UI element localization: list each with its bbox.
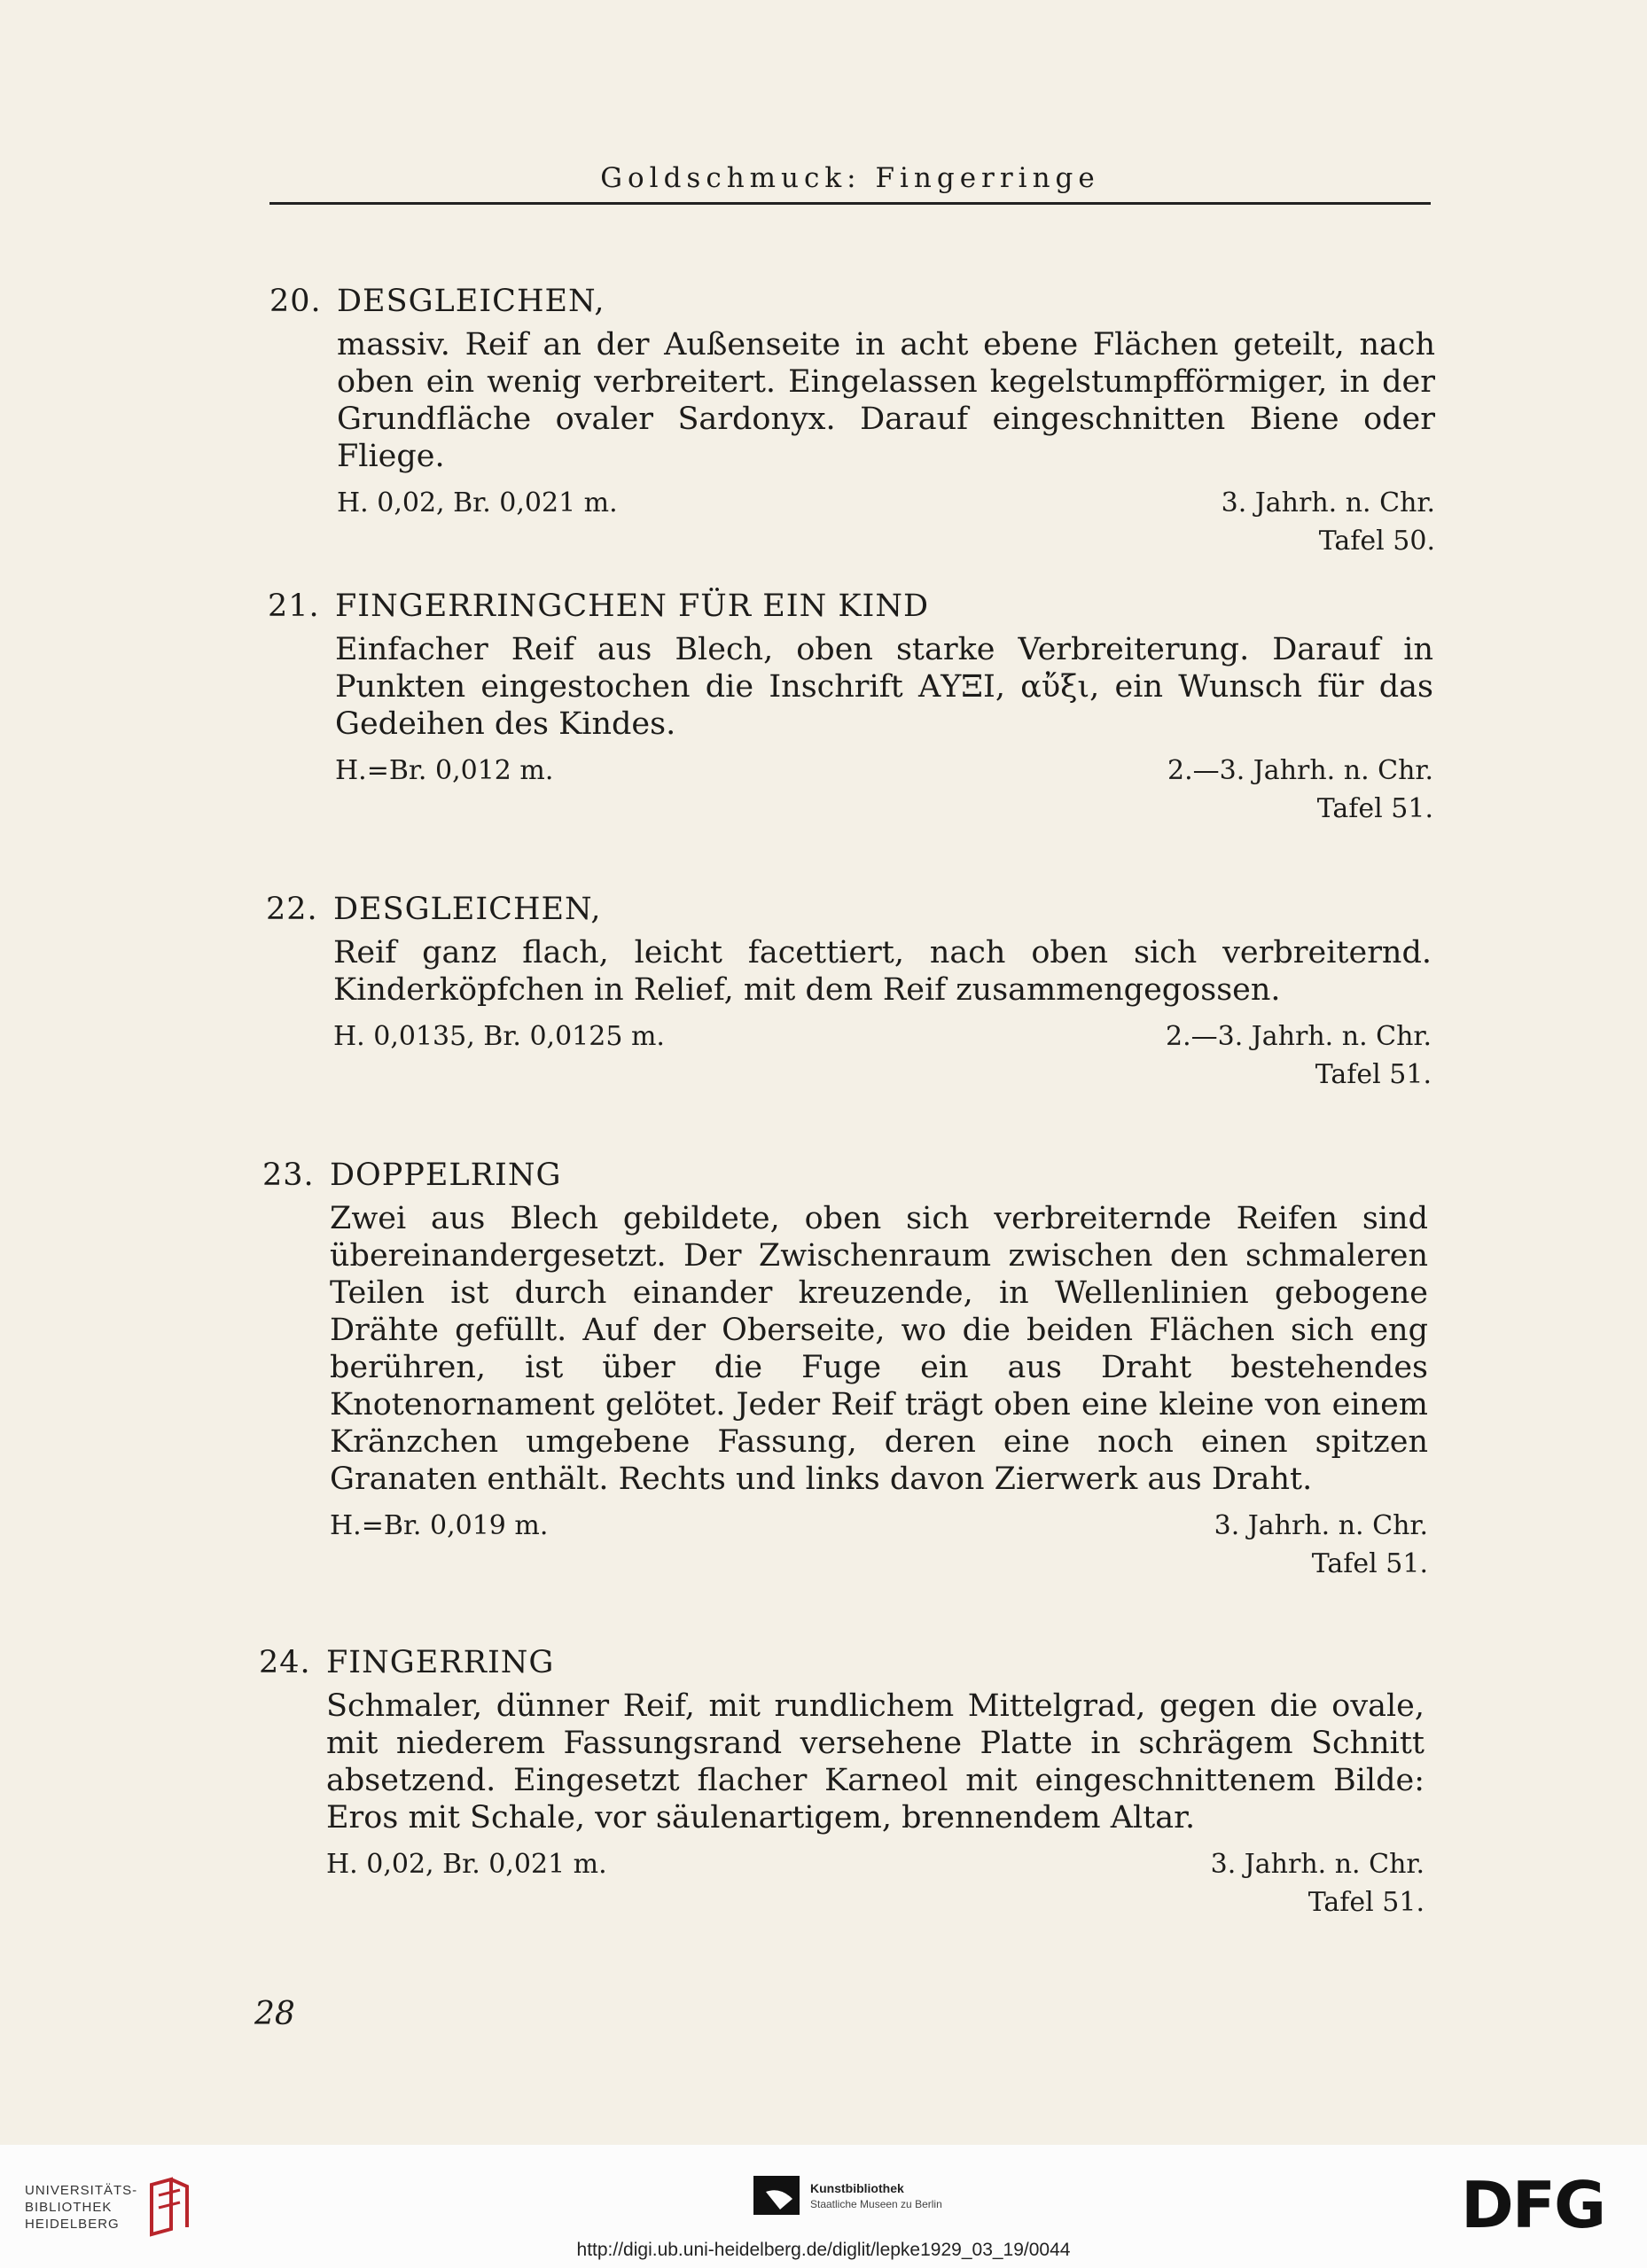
- entry-plate: Tafel 51.: [1311, 1548, 1428, 1579]
- entry-number: 22.: [266, 892, 318, 927]
- permalink-url[interactable]: http://digi.ub.uni-heidelberg.de/diglit/lepke1929_03_19/0044: [576, 2240, 1071, 2260]
- catalog-entry-20: [269, 284, 1435, 557]
- entry-description: Zwei aus Blech gebildete, oben sich verbreiternde Reifen sind übereinandergesetzt. Der Zwischenraum zwischen den schmaleren Teilen ist durch einander kreuzende, in Wellenlinien gebogene Drähte gefüllt. Auf der Oberseite, wo die beiden Flächen sich eng berühren, ist über die Fuge ein aus Draht bestehendes Knotenornament gelötet. Jeder Reif trägt oben eine kleine von einem Kränzchen umgebene Fassung, deren eine noch einen spitzen Granaten enthält. Rechts und links davon Zierwerk aus Draht.: [330, 1201, 1428, 1497]
- catalog-entry-23: [262, 1157, 1428, 1579]
- entry-meta: [337, 487, 1435, 518]
- library-emblem-icon: [144, 2176, 194, 2238]
- heidelberg-university-library-logo[interactable]: [25, 2176, 194, 2238]
- entry-dimensions: H. 0,02, Br. 0,021 m.: [337, 487, 618, 518]
- entry-heading: [262, 1157, 1428, 1193]
- entry-title: FINGERRINGCHEN FÜR EIN KIND: [335, 588, 930, 624]
- entry-meta: [333, 1021, 1432, 1052]
- entry-dimensions: H.=Br. 0,012 m.: [335, 755, 554, 786]
- entry-dimensions: H.=Br. 0,019 m.: [330, 1510, 549, 1541]
- kunstbibliothek-subtitle: Staatliche Museen zu Berlin: [810, 2197, 942, 2210]
- dfg-logo[interactable]: DFG: [1461, 2168, 1605, 2242]
- entry-description: Einfacher Reif aus Blech, oben starke Verbreiterung. Darauf in Punkten eingestochen die Inschrift ΑΥΞΙ, αὔξι, ein Wunsch für das Gedeihen des Kindes.: [335, 632, 1433, 742]
- entry-meta: [330, 1510, 1428, 1541]
- university-logo-text: UNIVERSITÄTS- BIBLIOTHEK HEIDELBERG: [25, 2182, 138, 2232]
- entry-dimensions: H. 0,0135, Br. 0,0125 m.: [333, 1021, 665, 1052]
- kunstbibliothek-title: Kunstbibliothek: [810, 2180, 904, 2195]
- entry-number: 24.: [259, 1645, 311, 1680]
- header-rule: [269, 202, 1431, 205]
- entry-number: 20.: [269, 284, 322, 319]
- entry-description: Schmaler, dünner Reif, mit rundlichem Mittelgrad, gegen die ovale, mit niederem Fassungsrand versehene Platte in schrägem Schnitt absetzend. Eingesetzt flacher Karneol mit eingeschnittenem Bilde: Eros mit Schale, vor säulenartigem, brennendem Altar.: [326, 1688, 1425, 1835]
- entry-plate: Tafel 51.: [1316, 793, 1433, 824]
- entry-heading: [268, 588, 1433, 624]
- entry-description: Reif ganz flach, leicht facettiert, nach oben sich verbreiternd. Kinderköpfchen in Relief, mit dem Reif zusammengegossen.: [333, 935, 1432, 1008]
- entry-date: 3. Jahrh. n. Chr.: [1221, 487, 1435, 518]
- entry-heading: [266, 892, 1432, 927]
- entry-date: 2.—3. Jahrh. n. Chr.: [1166, 1021, 1432, 1052]
- page-number: 28: [254, 1996, 295, 2032]
- entry-description: massiv. Reif an der Außenseite in acht ebene Flächen geteilt, nach oben ein wenig verbreitert. Eingelassen kegelstumpfförmiger, in der Grundfläche ovaler Sardonyx. Darauf eingeschnitten Biene oder Fliege.: [337, 327, 1435, 474]
- catalog-entry-22: [266, 892, 1432, 1090]
- entry-meta: [335, 755, 1433, 786]
- entry-title: DESGLEICHEN,: [337, 284, 605, 319]
- entry-heading: [269, 284, 1435, 319]
- catalog-entry-21: [268, 588, 1433, 824]
- catalog-entry-24: [259, 1645, 1425, 1918]
- entry-title: FINGERRING: [326, 1645, 555, 1680]
- kunstbibliothek-logo[interactable]: [753, 2176, 942, 2215]
- entry-heading: [259, 1645, 1425, 1680]
- running-title: Goldschmuck: Fingerringe: [600, 162, 1100, 194]
- entry-number: 23.: [262, 1157, 315, 1193]
- entry-plate: Tafel 50.: [1318, 526, 1435, 557]
- entry-number: 21.: [268, 588, 320, 624]
- entry-date: 3. Jahrh. n. Chr.: [1214, 1510, 1428, 1541]
- entry-title: DOPPELRING: [330, 1157, 562, 1193]
- entry-dimensions: H. 0,02, Br. 0,021 m.: [326, 1849, 607, 1880]
- entry-plate: Tafel 51.: [1315, 1059, 1432, 1090]
- entry-date: 2.—3. Jahrh. n. Chr.: [1167, 755, 1433, 786]
- entry-title: DESGLEICHEN,: [333, 892, 602, 927]
- entry-meta: [326, 1849, 1425, 1880]
- entry-date: 3. Jahrh. n. Chr.: [1210, 1849, 1425, 1880]
- kunstbibliothek-emblem-icon: [753, 2176, 800, 2215]
- entry-plate: Tafel 51.: [1307, 1887, 1425, 1918]
